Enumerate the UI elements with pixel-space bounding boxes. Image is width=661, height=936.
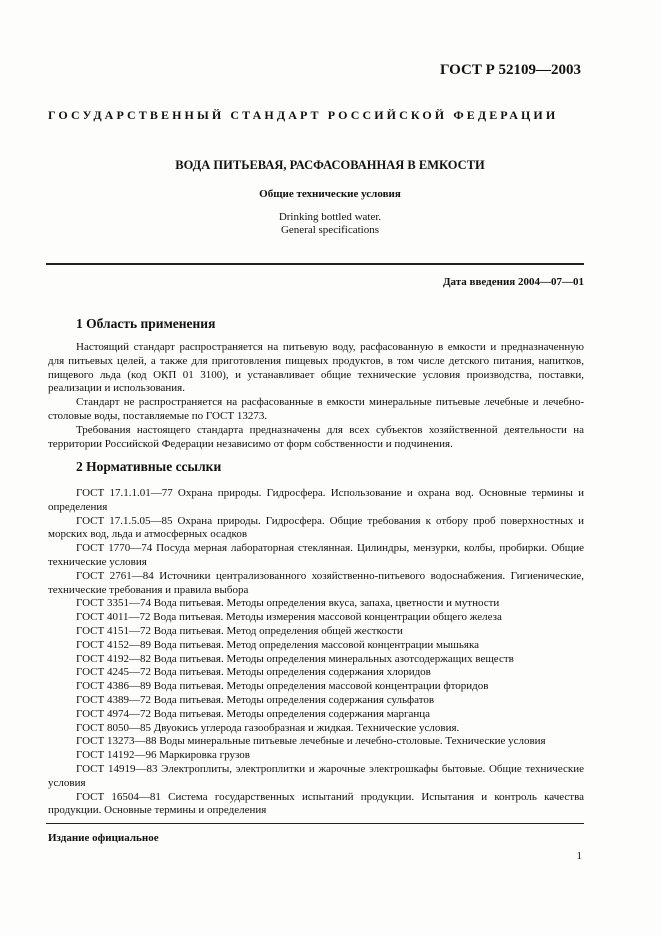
reference-item: ГОСТ 14919—83 Электроплиты, электроплитки и жарочные электрошкафы бытовые. Общие технические условия <box>48 762 584 789</box>
reference-item: ГОСТ 13273—88 Воды минеральные питьевые лечебные и лечебно-столовые. Технические условия <box>76 735 546 748</box>
official-edition-label: Издание официальное <box>48 832 159 844</box>
document-subtitle: Общие технические условия <box>259 188 401 200</box>
reference-item: ГОСТ 1770—74 Посуда мерная лабораторная стеклянная. Цилиндры, мензурки, колбы, пробирки. Общие технические условия <box>48 542 584 568</box>
reference-item: ГОСТ 4974—72 Вода питьевая. Методы определения содержания марганца <box>76 707 431 720</box>
reference-item: ГОСТ 3351—74 Вода питьевая. Методы определения вкуса, запаха, цветности и мутности <box>76 597 500 610</box>
reference-item: ГОСТ 4151—72 Вода питьевая. Метод определения общей жесткости <box>76 624 403 637</box>
reference-item: ГОСТ 4192—82 Вода питьевая. Методы определения минеральных азотсодержащих веществ <box>76 652 514 665</box>
section1-paragraph: Требования настоящего стандарта предназначены для всех субъектов хозяйственной деятельности на территории Российской Федерации независимо от форм собственности и подчинения. <box>48 423 584 450</box>
page-number: 1 <box>576 850 582 862</box>
english-title-line2: General specifications <box>280 224 380 236</box>
section1-heading: 1 Область применения <box>76 316 216 331</box>
reference-item: ГОСТ 4389—72 Вода питьевая. Методы определения содержания сульфатов <box>76 693 435 706</box>
reference-item: ГОСТ 4011—72 Вода питьевая. Методы измерения массовой концентрации общего железа <box>76 611 502 624</box>
reference-item: ГОСТ 17.1.1.01—77 Охрана природы. Гидросфера. Использование и охрана вод. Основные термины и определения <box>48 487 584 513</box>
english-title <box>40 211 620 237</box>
reference-item: ГОСТ 4245—72 Вода питьевая. Методы определения содержания хлоридов <box>76 666 431 679</box>
section1-paragraph: Стандарт не распространяется на расфасованные в емкости минеральные питьевые лечебные и лечебно-столовые воды, поставляемые по ГОСТ 13273. <box>48 396 584 422</box>
reference-item: ГОСТ 17.1.5.05—85 Охрана природы. Гидросфера. Общие требования к отбору проб поверхностных и морских вод, льда и атмосферных осадков <box>48 514 584 541</box>
introduction-date: Дата введения 2004—07—01 <box>442 276 584 288</box>
section1-body <box>48 341 584 451</box>
normative-references-list <box>48 487 584 818</box>
reference-item: ГОСТ 2761—84 Источники централизованного хозяйственно-питьевого водоснабжения. Гигиенические, технические требования и правила выбора <box>48 569 584 596</box>
reference-item: ГОСТ 16504—81 Система государственных испытаний продукции. Испытания и контроль качества продукции. Основные термины и определения <box>48 790 584 817</box>
title-divider <box>46 263 584 265</box>
state-standard-banner: ГОСУДАРСТВЕННЫЙ СТАНДАРТ РОССИЙСКОЙ ФЕДЕРАЦИИ <box>48 108 559 122</box>
document-title: ВОДА ПИТЬЕВАЯ, РАСФАСОВАННАЯ В ЕМКОСТИ <box>175 158 485 172</box>
section1-paragraph: Настоящий стандарт распространяется на питьевую воду, расфасованную в емкости и предназначенную для питьевых целей, а также для приготовления пищевых продуктов, в том числе детского питания, напитков, пищевого льда (код ОКП 01 3100), и устанавливает общие технические условия производства, поставки, реализации и использования. <box>48 341 584 395</box>
reference-item: ГОСТ 14192—96 Маркировка грузов <box>76 749 250 762</box>
footer-divider <box>46 823 584 824</box>
section2-heading: 2 Нормативные ссылки <box>76 459 222 474</box>
reference-item: ГОСТ 4386—89 Вода питьевая. Методы определения массовой концентрации фторидов <box>76 680 489 693</box>
reference-item: ГОСТ 8050—85 Двуокись углерода газообразная и жидкая. Технические условия. <box>76 721 460 734</box>
english-title-line1: Drinking bottled water. <box>278 211 382 223</box>
document-code: ГОСТ Р 52109—2003 <box>439 62 581 78</box>
reference-item: ГОСТ 4152—89 Вода питьевая. Метод определения массовой концентрации мышьяка <box>76 638 480 651</box>
